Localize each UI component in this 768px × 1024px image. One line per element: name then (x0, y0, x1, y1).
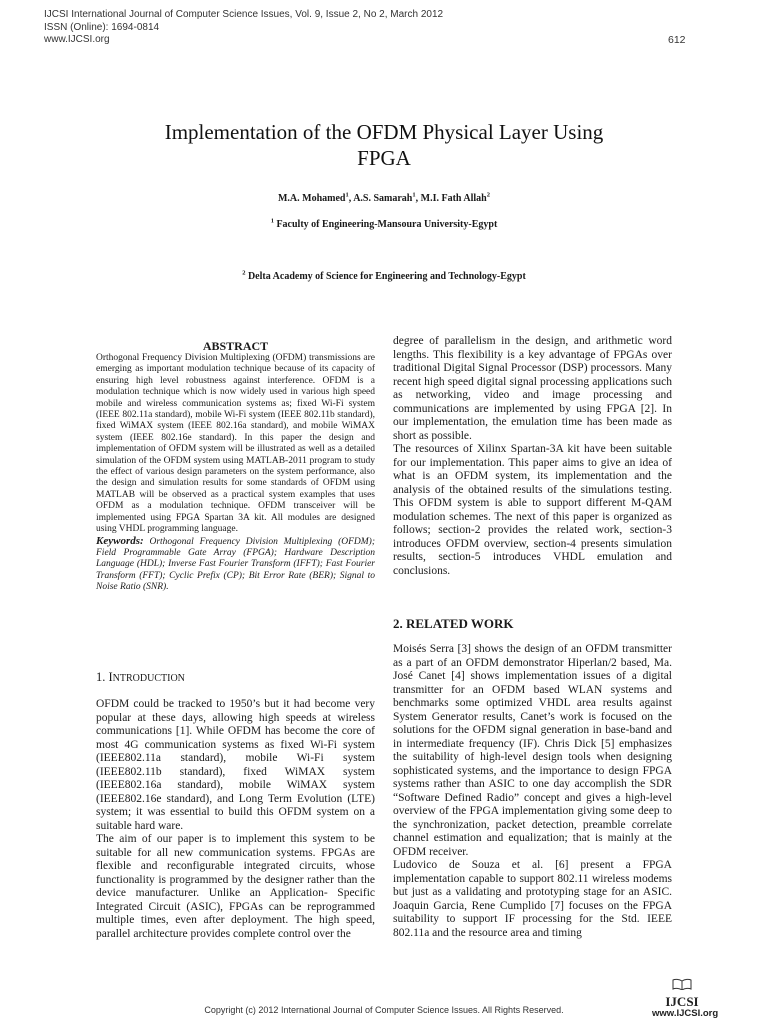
affiliation-mark: 1 (270, 217, 274, 225)
author-separator: , (415, 193, 421, 204)
keywords-label: Keywords: (96, 534, 144, 547)
title-line-1: Implementation of the OFDM Physical Layer Using (164, 120, 604, 144)
keywords-paragraph (96, 536, 375, 594)
section-initial: I (108, 670, 113, 684)
affiliation-2 (0, 271, 768, 282)
author-name: A.S. Samarah (353, 193, 413, 204)
page-number: 612 (668, 34, 686, 46)
title-line-2: FPGA (357, 146, 411, 170)
journal-website[interactable]: www.IJCSI.org (44, 34, 110, 45)
affiliation-1 (0, 219, 768, 230)
journal-name: IJCSI International Journal of Computer Science Issues, Vol. 9, Issue 2, No 2, March 2012 (44, 9, 444, 20)
abstract-heading: ABSTRACT (202, 339, 269, 353)
author-affiliation-mark: 2 (486, 191, 490, 199)
section-heading: 2. RELATED WORK (393, 616, 514, 631)
affiliation-text: Faculty of Engineering-Mansoura University-Egypt (276, 219, 498, 230)
author-affiliation-mark: 1 (412, 191, 416, 199)
copyright-footer: Copyright (c) 2012 International Journal of Computer Science Issues. All Rights Reserved. (204, 1005, 564, 1015)
abstract-section (96, 339, 375, 594)
keywords-text: Orthogonal Frequency Division Multiplexing (OFDM); Field Programmable Gate Array (FPGA); Hardware Description Language (HDL); Inverse Fast Fourier Transform (IFFT); Fast Fourier Transform (FFT); Cyclic Prefix (CP); Bit Error Rate (BER); Signal to Noise Ratio (SNR). (96, 536, 375, 593)
journal-issn: ISSN (Online): 1694-0814 (44, 21, 160, 33)
introduction-heading (96, 669, 375, 687)
affiliation-text: Delta Academy of Science for Engineering and Technology-Egypt (247, 271, 526, 282)
section-number: 1. (96, 670, 106, 684)
section-rest: NTRODUCTION (112, 673, 185, 684)
introduction-body (96, 698, 375, 941)
paper-title (60, 119, 708, 171)
right-column-top (393, 335, 672, 578)
author-list (0, 193, 768, 204)
author-name: M.I. Fath Allah (420, 193, 487, 204)
body-paragraph: Ludovico de Souza et al. [6] present a FPGA implementation capable to support 802.11 wireless modems but just as a validating and prototyping stage for an ASIC. Joaquin Garcia, Rene Cumplido [7] focuses on the FPGA suitability to support IF processing for the Std. IEEE 802.11a and the resource area and timing (393, 859, 672, 939)
logo-text: IJCSI (665, 994, 699, 1009)
logo-url[interactable]: www.IJCSI.org (652, 1008, 719, 1019)
author-separator: , (348, 193, 354, 204)
related-work-body (393, 643, 672, 940)
body-paragraph: Moisés Serra [3] shows the design of an OFDM transmitter as a part of an OFDM demonstrator Hiperlan/2 based, Ma. José Canet [4] shows implementation issues of a digital transmitter for an OFDM based WLAN systems and benchmarks some optimized VHDL area results against System Generator results, Canet’s work is focused on the solutions for the OFDM signal generation in base-band and in intermediate frequency (IF). Chris Dick [5] emphasizes the suitability of high-level design tools when designing sophisticated systems, and the importance to design FPGA systems rather than ASIC to one day accomplish the SDR “Software Defined Radio” concept and gives a high-level overview of the FPGA implementation giving some deep to the synchronization, packet detection, preamble correlate channel estimation and equalization; that is mainly at the OFDM receiver. (393, 643, 672, 858)
journal-header (44, 9, 443, 47)
author-affiliation-mark: 1 (345, 191, 349, 199)
intro-paragraph-1: OFDM could be tracked to 1950’s but it had become very popular at these days, allowing high speeds at wireless communications [1]. While OFDM has become the core of most 4G communication systems as fixed Wi-Fi system (IEEE802.11a standard), mobile Wi-Fi system (IEEE802.11b standard), fixed WiMAX system (IEEE802.16a standard), mobile WiMAX system (IEEE802.16e standard), and Long Term Evolution (LTE) system; it was essential to build this OFDM system on a suitable hard ware. (96, 698, 375, 832)
author-name: M.A. Mohamed (277, 193, 346, 204)
abstract-text: Orthogonal Frequency Division Multiplexing (OFDM) transmissions are emerging as important modulation technique because of its capacity of ensuring high level robustness against interference. OFDM is a modulation technique which is now widely used in various high speed mobile and wireless communication systems as; fixed Wi-Fi system (IEEE 802.11a standard), mobile Wi-Fi system (IEEE 802.11b standard), fixed WiMAX system (IEEE 802.16a standard), and mobile WiMAX system (IEEE 802.16e standard). In this paper the design and implementation of OFDM system will be illustrated as well as a detailed simulation of the OFDM system using MATLAB-2011 program to study the effect of various design parameters on the system performance, also the design and simulation results for some standards of OFDM using MATLAB will be observed as a practical system examples that uses OFDM as a modulation technique. OFDM transceiver will be implemented using FPGA Spartan 3A kit. All modules are designed using VHDL programming language. (96, 353, 375, 535)
intro-paragraph-2: The aim of our paper is to implement this system to be suitable for all new communication systems. FPGAs are flexible and reconfigurable integrated circuits, whose functionality is programmed by the designer rather than the device manufacturer. Unlike an Application- Specific Integrated Circuit (ASIC), FPGAs can be reprogrammed multiple times, even after deployment. The high speed, parallel architecture provides complete control over the (96, 833, 375, 940)
related-work-heading (393, 616, 672, 632)
ijcsi-logo (652, 977, 719, 1019)
affiliation-mark: 2 (242, 269, 246, 277)
body-paragraph: degree of parallelism in the design, and arithmetic word lengths. This flexibility is a key advantage of FPGAs over traditional Digital Signal Processor (DSP) processors. Many recent high speed digital signal processing applications such as networking, video and image processing and communications are implemented by using FPGA [2]. In our implementation, the emulation time has been made as short as possible. (393, 335, 672, 442)
body-paragraph: The resources of Xilinx Spartan-3A kit have been suitable for our implementation. This paper aims to give an idea of what is an OFDM system, its implementation and the analysis of the obtained results of the simulations testing. This OFDM system is able to support different M-QAM modulation schemes. The next of this paper is organized as follows; section-2 provides the related work, section-3 introduces OFDM overview, section-4 presents simulation results, section-5 introduces VHDL emulation and conclusions. (393, 443, 672, 577)
book-icon (672, 978, 692, 990)
